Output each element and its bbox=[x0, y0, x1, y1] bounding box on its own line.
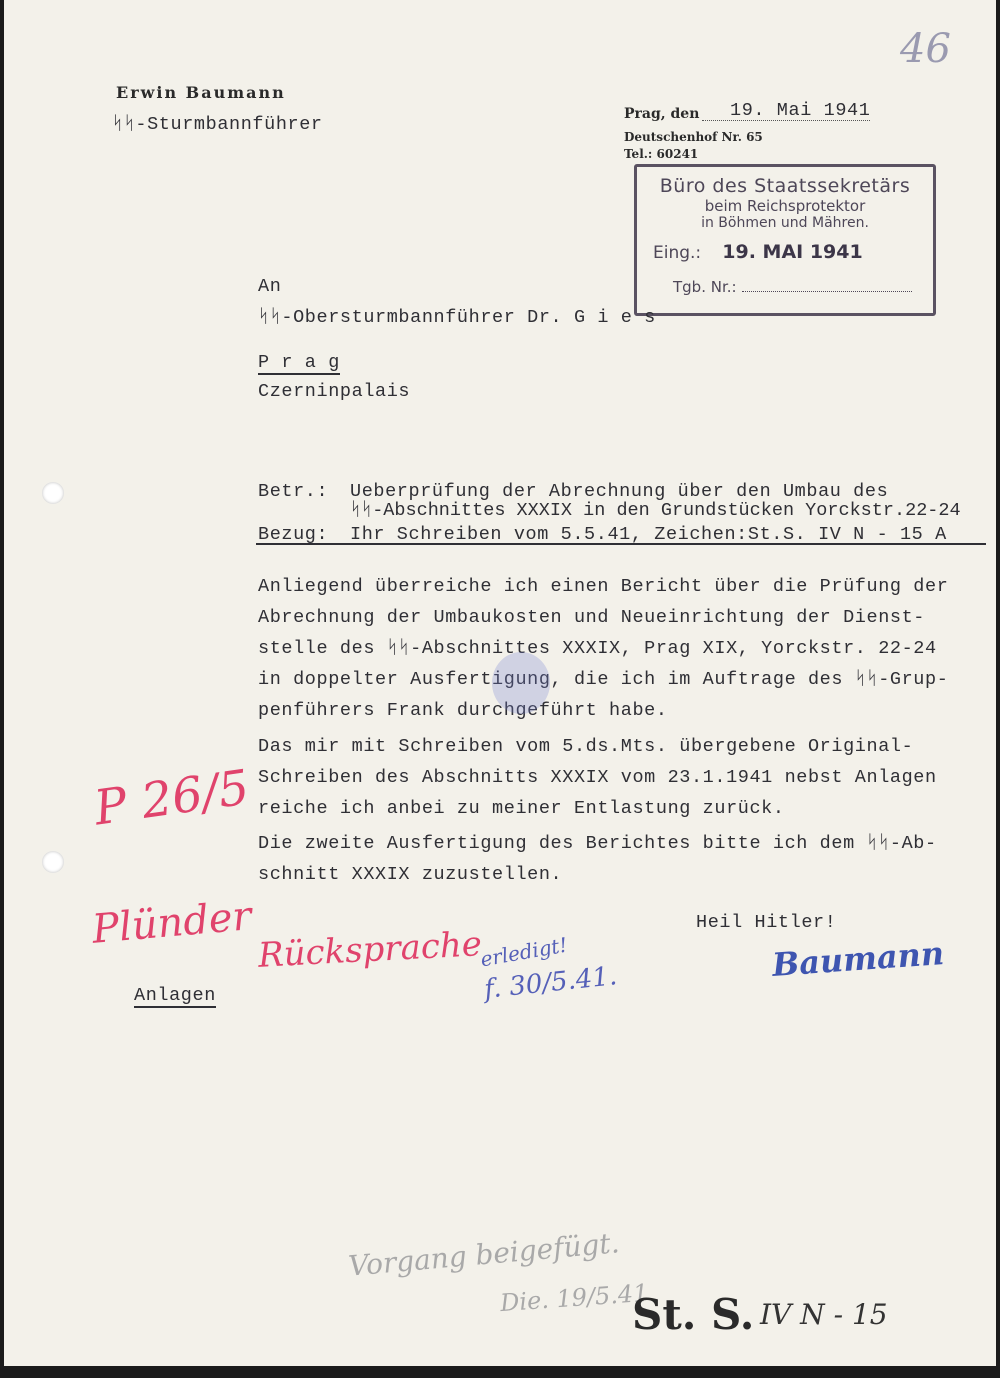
sender-name: Erwin Baumann bbox=[116, 83, 286, 102]
recipient-an: An bbox=[258, 276, 282, 297]
enclosure-label: Anlagen bbox=[134, 985, 216, 1006]
sender-rank: ᛋᛋ-Sturmbannführer bbox=[112, 114, 323, 135]
blue-note-1: erledigt! bbox=[478, 932, 570, 972]
punch-hole-bottom bbox=[42, 851, 64, 873]
stamp-line-3: in Böhmen und Mähren. bbox=[701, 215, 869, 231]
closing-greeting: Heil Hitler! bbox=[696, 912, 837, 933]
bezug-label: Bezug: bbox=[258, 524, 329, 545]
ref-stamp-number: IV N - 15 bbox=[760, 1298, 888, 1331]
place-date-prefix: Prag, den bbox=[624, 106, 700, 122]
stamp-eing-label: Eing.: bbox=[653, 243, 702, 263]
received-stamp bbox=[634, 164, 936, 316]
red-name: Plünder bbox=[90, 893, 254, 953]
stamp-line-2: beim Reichsprotektor bbox=[704, 197, 866, 215]
stamp-tgb-row bbox=[673, 277, 933, 296]
page-number: 46 bbox=[900, 26, 951, 72]
pencil-note-2: Die. 19/5.41 bbox=[499, 1278, 650, 1318]
body-paragraph-1 bbox=[258, 576, 948, 731]
betr-line-1: Ueberprüfung der Abrechnung über den Umbau des bbox=[350, 481, 889, 502]
pencil-note-1: Vorgang beigefügt. bbox=[347, 1226, 621, 1283]
body-line: Anliegend überreiche ich einen Bericht über die Prüfung der bbox=[258, 576, 949, 597]
punch-hole-top bbox=[42, 482, 64, 504]
recipient-building: Czerninpalais bbox=[258, 381, 411, 402]
address-street: Deutschenhof Nr. 65 bbox=[624, 130, 763, 144]
letter-date: 19. Mai 1941 bbox=[730, 100, 871, 121]
recipient-name: ᛋᛋ-Obersturmbannführer Dr. G i e s bbox=[258, 307, 656, 328]
signature: Baumann bbox=[770, 934, 946, 984]
body-line: Schreiben des Abschnitts XXXIX vom 23.1.1941 nebst Anlagen bbox=[258, 767, 937, 788]
bezug-text: Ihr Schreiben vom 5.5.41, Zeichen:St.S. IV N - 15 A bbox=[350, 524, 947, 545]
stamp-line-1: Büro des Staatssekretärs bbox=[659, 175, 911, 197]
body-line: Die zweite Ausfertigung des Berichtes bitte ich dem ᛋᛋ-Ab- bbox=[258, 833, 937, 854]
registry-seal bbox=[492, 652, 550, 714]
stamp-eing-date: 19. MAI 1941 bbox=[722, 241, 863, 263]
red-initial: P 26/5 bbox=[90, 759, 253, 837]
body-line: reiche ich anbei zu meiner Entlastung zurück. bbox=[258, 798, 785, 819]
body-line: schnitt XXXIX zuzustellen. bbox=[258, 864, 563, 885]
stamp-eing-row bbox=[653, 241, 933, 269]
blue-note-2: f. 30/5.41. bbox=[482, 961, 619, 1005]
betr-label: Betr.: bbox=[258, 481, 329, 502]
body-paragraph-2 bbox=[258, 736, 937, 829]
address-tel: Tel.: 60241 bbox=[624, 147, 699, 161]
body-line: in doppelter Ausfertigung, die ich im Auftrage des ᛋᛋ-Grup- bbox=[258, 669, 949, 690]
stamp-tgb-label: Tgb. Nr.: bbox=[673, 278, 737, 296]
body-line: stelle des ᛋᛋ-Abschnittes XXXIX, Prag XIX, Yorckstr. 22-24 bbox=[258, 638, 937, 659]
red-note: Rücksprache bbox=[257, 924, 483, 976]
betr-line-2: ᛋᛋ-Abschnittes XXXIX in den Grundstücken Yorckstr.22-24 bbox=[350, 500, 961, 521]
body-paragraph-3 bbox=[258, 833, 937, 895]
body-line: Abrechnung der Umbaukosten und Neueinrichtung der Dienst- bbox=[258, 607, 926, 628]
recipient-city: P r a g bbox=[258, 352, 340, 373]
body-line: Das mir mit Schreiben vom 5.ds.Mts. übergebene Original- bbox=[258, 736, 914, 757]
body-line: penführers Frank durchgeführt habe. bbox=[258, 700, 668, 721]
letter-page bbox=[4, 0, 996, 1366]
ref-stamp-prefix: St. S. bbox=[632, 1290, 755, 1339]
